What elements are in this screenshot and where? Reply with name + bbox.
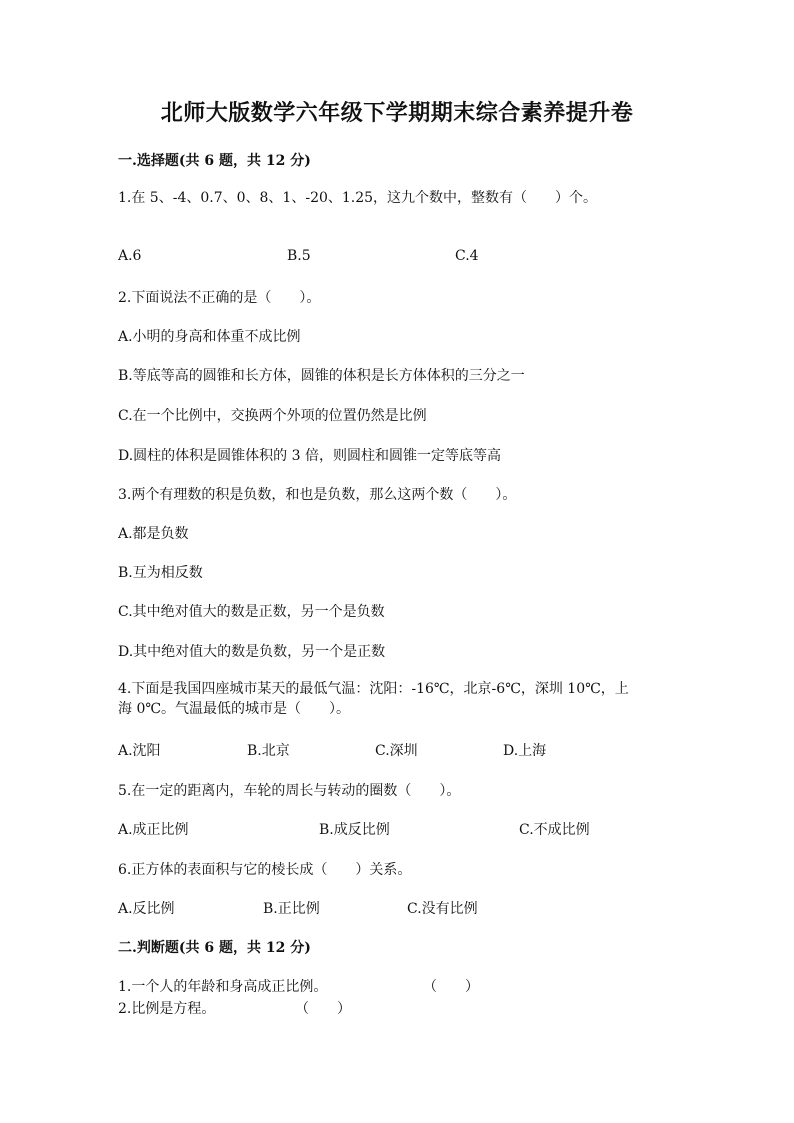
- question-3: 3.两个有理数的积是负数，和也是负数，那么这两个数（ ）。: [118, 487, 517, 503]
- question-5-option-b: B.成反比例: [319, 822, 390, 838]
- question-6-option-a: A.反比例: [118, 901, 175, 917]
- question-2-option-c: C.在一个比例中，交换两个外项的位置仍然是比例: [118, 408, 427, 424]
- question-1-option-b: B.5: [287, 248, 311, 264]
- question-5: 5.在一定的距离内，车轮的周长与转动的圈数（ ）。: [118, 783, 461, 799]
- section-heading-judgement: 二.判断题(共 6 题，共 12 分): [118, 940, 311, 956]
- question-3-option-a: A.都是负数: [118, 526, 189, 542]
- question-1: 1.在 5、-4、0.7、0、8、1、-20、1.25，这九个数中，整数有（ ）个。: [118, 190, 598, 206]
- question-3-option-d: D.其中绝对值大的数是负数，另一个是正数: [118, 644, 386, 660]
- question-1-option-c: C.4: [455, 248, 479, 264]
- question-1-option-a: A.6: [118, 248, 142, 264]
- question-5-option-c: C.不成比例: [519, 822, 590, 838]
- question-4: 4.下面是我国四座城市某天的最低气温：沈阳：-16℃，北京-6℃，深圳 10℃，上海 0℃。气温最低的城市是（ ）。: [118, 681, 629, 717]
- question-4-option-c: C.深圳: [375, 743, 418, 759]
- judgement-2-blank: （ ）: [295, 1001, 351, 1017]
- question-6: 6.正方体的表面积与它的棱长成（ ）关系。: [118, 862, 412, 878]
- question-2-option-d: D.圆柱的体积是圆锥体积的 3 倍，则圆柱和圆锥一定等底等高: [118, 448, 501, 464]
- question-6-option-b: B.正比例: [263, 901, 320, 917]
- question-2: 2.下面说法不正确的是（ ）。: [118, 290, 321, 306]
- judgement-1-blank: （ ）: [423, 979, 479, 995]
- question-4-option-d: D.上海: [503, 743, 547, 759]
- question-3-option-c: C.其中绝对值大的数是正数，另一个是负数: [118, 604, 385, 620]
- question-4-option-a: A.沈阳: [118, 743, 161, 759]
- page-title: 北师大版数学六年级下学期期末综合素养提升卷: [160, 100, 634, 126]
- judgement-1: 1.一个人的年龄和身高成正比例。: [118, 979, 328, 995]
- judgement-2: 2.比例是方程。: [118, 1001, 216, 1017]
- question-4-option-b: B.北京: [247, 743, 290, 759]
- question-2-option-a: A.小明的身高和体重不成比例: [118, 329, 301, 345]
- question-5-option-a: A.成正比例: [118, 822, 189, 838]
- section-heading-choice: 一.选择题(共 6 题，共 12 分): [118, 153, 311, 169]
- question-2-option-b: B.等底等高的圆锥和长方体，圆锥的体积是长方体体积的三分之一: [118, 368, 525, 384]
- question-3-option-b: B.互为相反数: [118, 565, 203, 581]
- question-6-option-c: C.没有比例: [407, 901, 478, 917]
